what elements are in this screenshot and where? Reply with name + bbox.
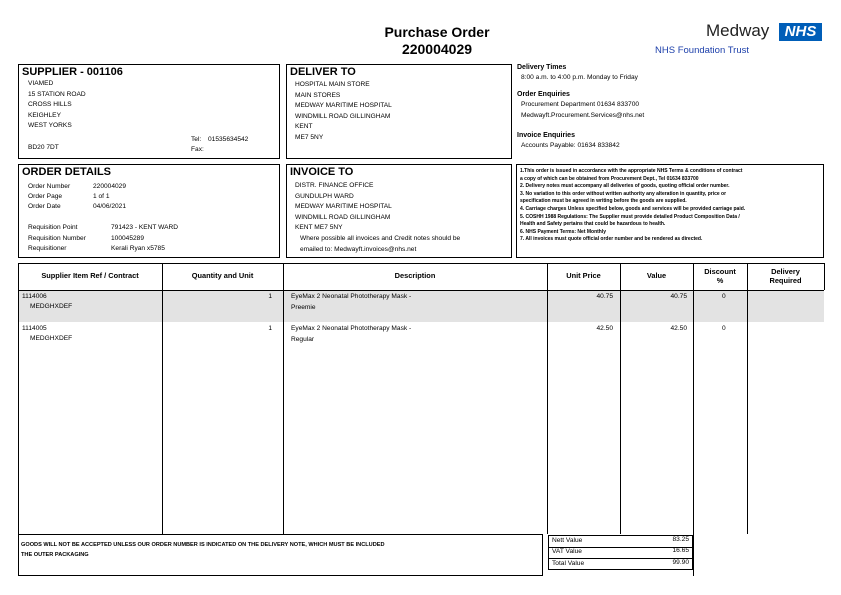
row2-desc-line: Regular [291,335,315,343]
invoice-address [295,181,392,234]
terms-line: specification must be agreed in writing before the goods are supplied. [520,198,687,205]
row1-price: 40.75 [596,293,613,300]
delivery-times: 8:00 a.m. to 4:00 p.m. Monday to Friday [521,74,638,81]
col-divider [283,263,284,534]
terms-line: 7. All invoices must quote official order number and be rendered as directed. [520,236,703,243]
terms-box [516,164,824,258]
row1-contract: MEDGHXDEF [30,303,73,310]
deliver-to-box [286,64,512,159]
invoice-line: WINDMILL ROAD GILLINGHAM [295,213,391,221]
row1-desc [291,292,411,313]
row2-discount: 0 [722,325,726,332]
table-top-border [18,263,824,264]
deliver-line: MAIN STORES [295,91,341,99]
supplier-address [28,79,86,132]
col-header-delivery [747,267,824,285]
invoice-note-line: Where possible all invoices and Credit notes should be [300,235,461,242]
req-point-label: Requisition Point [28,224,78,231]
supplier-line: 15 STATION ROAD [28,90,86,98]
footer-notice-line: THE OUTER PACKAGING [21,552,89,558]
invoice-to-title: INVOICE TO [290,166,354,178]
invoice-enquiries: Accounts Payable: 01634 833842 [521,142,620,149]
nhs-logo: NHS [779,23,822,41]
invoice-line: MEDWAY MARITIME HOSPITAL [295,203,392,211]
supplier-title: SUPPLIER - 001106 [22,66,123,78]
row2-value: 42.50 [670,325,687,332]
nett-value-label: Nett Value [552,537,583,544]
terms-line: 3. No variation to this order without written authority any alteration in quantity, price or [520,190,727,197]
po-number: 220004029 [401,41,473,57]
invoice-enquiries-title: Invoice Enquiries [517,132,575,139]
nett-value: 83.25 [672,536,689,543]
col-header-qty: Quantity and Unit [191,271,254,280]
deliver-line: ME7 5NY [295,133,324,141]
row1-value: 40.75 [670,293,687,300]
terms-list [520,168,745,244]
terms-line: 1.This order is issued in accordance with the appropriate NHS Terms & conditions of contract [520,168,743,174]
row1-discount: 0 [722,293,726,300]
col-header-discount-line: Discount [704,267,736,276]
order-details-box [18,164,280,258]
order-date-label: Order Date [28,203,61,210]
footer-notice [21,540,385,560]
foundation-trust: NHS Foundation Trust [655,45,749,56]
row2-desc-line: EyeMax 2 Neonatal Phototherapy Mask - [291,325,412,332]
col-header-discount [693,267,747,285]
col-divider [547,263,548,534]
col-header-price: Unit Price [566,271,601,280]
row2-price: 42.50 [596,325,613,332]
terms-line: 4. Carriage charges Unless specified below, goods and services will be provided carriage paid. [520,205,746,212]
invoice-note-line: emailed to: Medwayft.invoices@nhs.net [300,245,417,253]
requisitioner-value: Kerali Ryan x5785 [111,245,165,252]
row1-desc-line: EyeMax 2 Neonatal Phototherapy Mask - [291,293,412,300]
terms-line: 5. COSHH 1988 Regulations: The Supplier must provide detailed Product Composition Data / [520,213,740,220]
order-page-label: Order Page [28,193,63,200]
order-number-value: 220004029 [93,183,127,190]
requisitioner-label: Requisitioner [28,245,67,252]
terms-line: a copy of which can be obtained from Procurement Dept., Tel 01634 833700 [520,175,699,182]
supplier-line: VIAMED [28,80,54,87]
supplier-box [18,64,280,159]
order-number-label: Order Number [28,183,71,190]
order-enquiries [521,100,644,121]
order-page-value: 1 of 1 [93,193,110,200]
supplier-line: CROSS HILLS [28,101,72,109]
fax-label: Fax: [191,146,204,153]
col-header-value: Value [646,271,667,280]
col-header-desc: Description [394,271,436,280]
supplier-line: WEST YORKS [28,122,72,130]
row1-desc-line: Preemie [291,303,316,311]
col-divider [18,263,19,576]
col-header-ref: Supplier Item Ref / Contract [41,271,139,280]
col-header-delivery-line: Delivery [771,267,800,276]
invoice-line: KENT ME7 5NY [295,224,343,232]
row-highlight [18,290,824,322]
delivery-times-title: Delivery Times [517,64,567,71]
col-divider [824,263,825,290]
row2-qty: 1 [268,325,272,332]
totals-box [548,535,693,570]
footer-notice-box [18,534,543,576]
order-enquiries-title: Order Enquiries [517,91,570,98]
tel-label: Tel: [191,136,202,143]
row1-ref: 1114006 [22,293,47,300]
supplier-postcode: BD20 7DT [28,144,59,151]
order-date-value: 04/06/2021 [93,203,127,210]
supplier-line: KEIGHLEY [28,111,61,119]
terms-line: 6. NHS Payment Terms: Net Monthly [520,228,607,235]
order-details-title: ORDER DETAILS [22,166,112,178]
terms-line: Health and Safety pertains that could be hazardous to health. [520,221,666,228]
vat-value-label: VAT Value [552,548,582,555]
row2-contract: MEDGHXDEF [30,335,73,342]
col-header-discount-line: % [716,276,724,285]
deliver-line: WINDMILL ROAD GILLINGHAM [295,112,391,120]
deliver-line: MEDWAY MARITIME HOSPITAL [295,102,392,110]
deliver-line: KENT [295,123,313,131]
deliver-to-title: DELIVER TO [290,66,356,78]
deliver-address [295,80,392,144]
row2-desc [291,324,411,345]
order-enquiry-line: Procurement Department 01634 833700 [521,101,640,108]
footer-notice-line: GOODS WILL NOT BE ACCEPTED UNLESS OUR ORDER NUMBER IS INDICATED ON THE DELIVERY NOTE, WHICH MUST BE INCLUDED [21,542,385,548]
col-divider [747,263,748,534]
req-point-value: 791423 - KENT WARD [111,224,179,231]
totals-divider [549,558,692,559]
row2-ref: 1114005 [22,325,47,332]
total-value: 99.90 [672,559,689,566]
total-value-label: Total Value [552,560,585,567]
deliver-line: HOSPITAL MAIN STORE [295,81,370,88]
table-header-border [18,290,824,291]
invoice-note [300,234,460,255]
req-number-value: 100045289 [111,235,145,242]
brand-name: Medway [706,21,770,40]
order-enquiry-line: Medwayft.Procurement.Services@nhs.net [521,111,645,119]
document-title: Purchase Order [384,24,490,40]
invoice-to-box [286,164,512,258]
tel-value: 01535634542 [208,136,249,143]
invoice-line: DISTR. FINANCE OFFICE [295,182,374,189]
vat-value: 16.65 [672,547,689,554]
col-divider [693,263,694,576]
row1-qty: 1 [268,293,272,300]
col-divider [620,263,621,534]
col-header-delivery-line: Required [769,276,802,285]
invoice-line: GUNDULPH WARD [295,192,354,200]
req-number-label: Requisition Number [28,235,86,242]
terms-line: 2. Delivery notes must accompany all deliveries of goods, quoting official order number. [520,183,730,190]
col-divider [162,263,163,534]
